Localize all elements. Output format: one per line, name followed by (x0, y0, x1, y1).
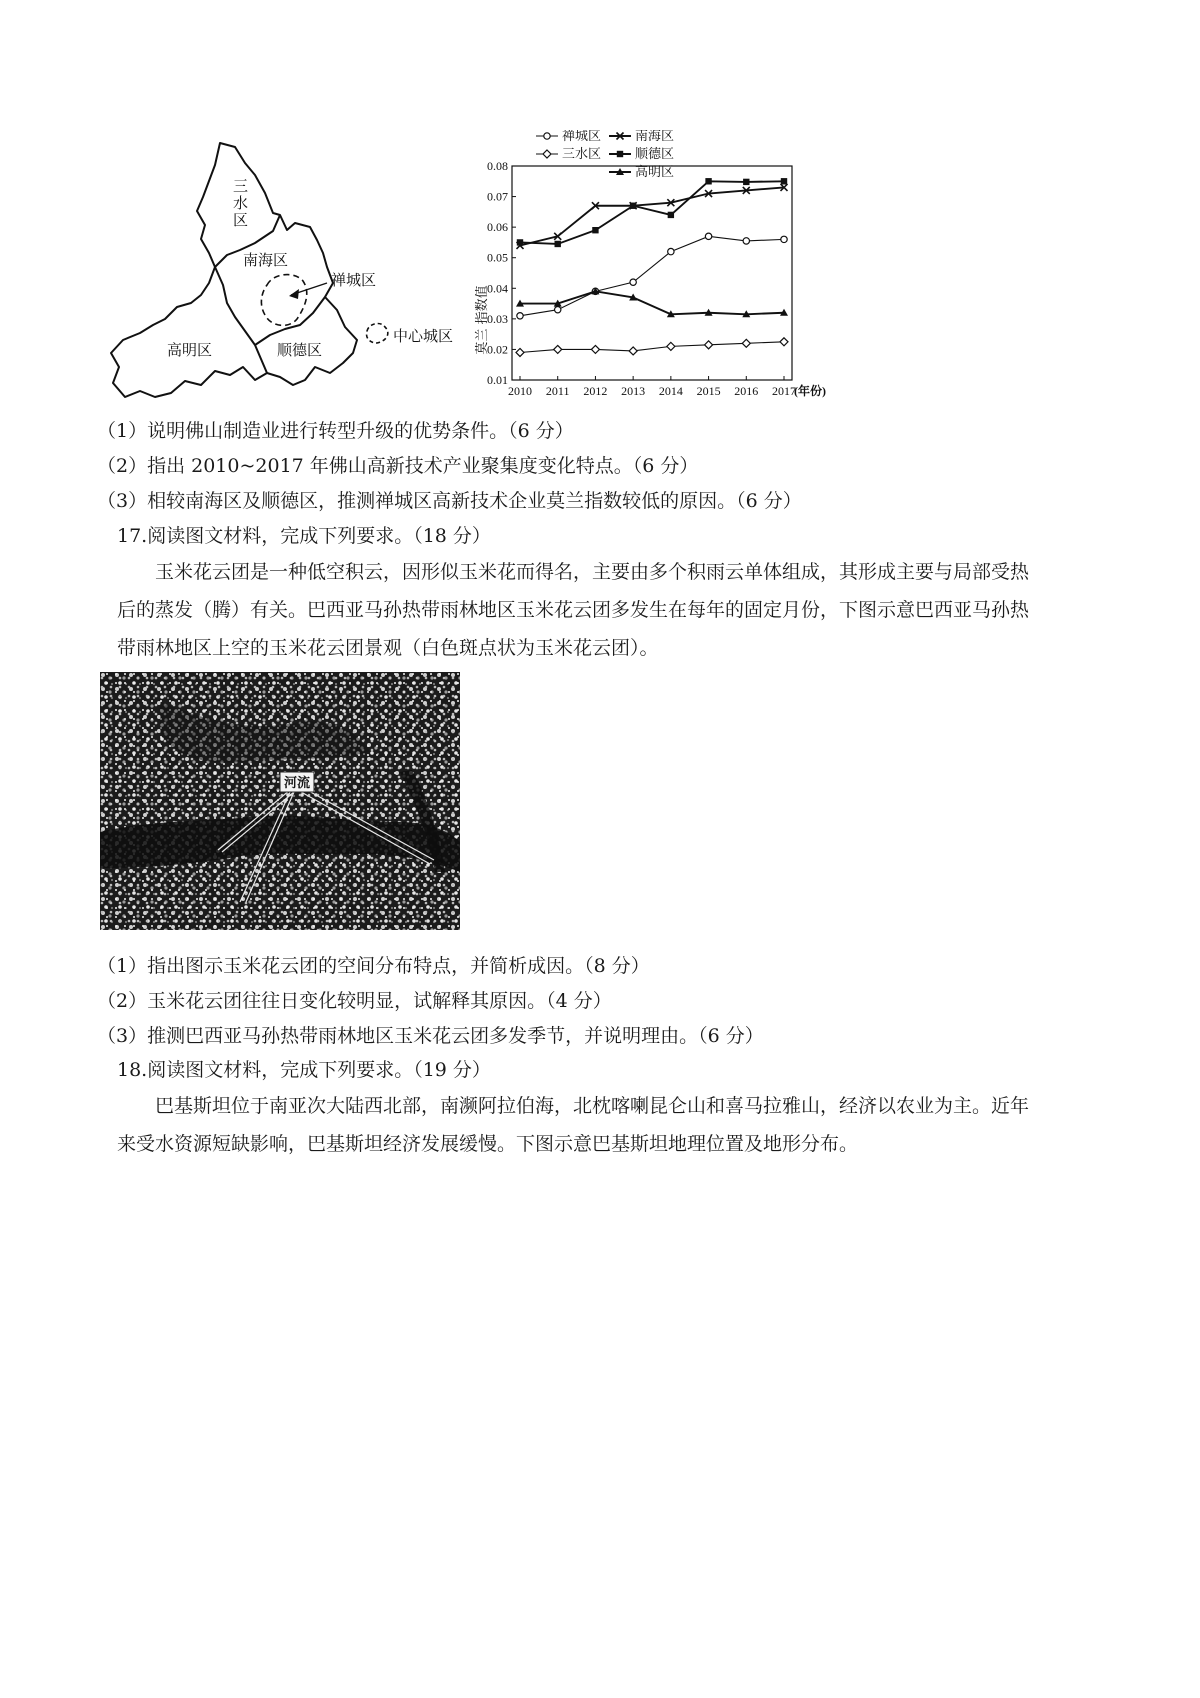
q17-item-3: （3）推测巴西亚马孙热带雨林地区玉米花云团多发季节，并说明理由。（6 分） (97, 1025, 764, 1047)
chart-legend-label: 三水区 (562, 147, 602, 162)
q16-item-2: （2）指出 2010~2017 年佛山高新技术产业聚集度变化特点。（6 分） (97, 455, 699, 477)
moran-index-line-chart (470, 130, 910, 410)
chart-data-point (630, 203, 636, 209)
chart-data-point (667, 342, 675, 350)
chart-series-2 (516, 338, 788, 357)
chart-legend-marker (617, 151, 623, 157)
foshan-district-map (105, 135, 475, 405)
chart-y-tick-label: 0.03 (487, 311, 508, 326)
map-label-chancheng: 禅城区 (331, 271, 377, 289)
chart-data-point (742, 339, 750, 347)
chart-legend-item (609, 147, 674, 162)
map-label-shunde: 顺德区 (277, 341, 323, 359)
chart-legend-item (536, 146, 601, 162)
q17-heading: 17.阅读图文材料，完成下列要求。（18 分） (117, 525, 491, 547)
map-label-nanhai: 南海区 (243, 251, 289, 269)
q17-item-1: （1）指出图示玉米花云团的空间分布特点，并简析成因。（8 分） (97, 955, 650, 977)
q16-item-1: （1）说明佛山制造业进行转型升级的优势条件。（6 分） (97, 420, 574, 442)
chart-y-axis-title: 莫兰 指数值 (475, 285, 490, 355)
chart-legend-item (609, 130, 674, 144)
chart-data-point (780, 338, 788, 346)
chart-data-point (781, 178, 787, 184)
chart-y-tick-label: 0.05 (487, 250, 508, 265)
q17-paragraph: 玉米花云团是一种低空积云，因形似玉米花而得名，主要由多个积雨云单体组成，其形成主要与局部受热后的蒸发（腾）有关。巴西亚马孙热带雨林地区玉米花云团多发生在每年的固定月份，下图示意巴西亚马孙热带雨林地区上空的玉米花云团景观（白色斑点状为玉米花云团）。 (117, 561, 1030, 659)
q16-item-3: （3）相较南海区及顺德区，推测禅城区高新技术企业莫兰指数较低的原因。（6 分） (97, 490, 802, 512)
popcorn-cloud-photo (100, 672, 460, 930)
chart-x-axis-title: (年份) (794, 384, 826, 398)
chart-data-point (555, 241, 561, 247)
chart-data-point (591, 345, 599, 353)
chart-legend (536, 130, 674, 180)
chart-data-point (555, 306, 561, 312)
chart-series-line (520, 187, 784, 245)
map-label-sanshui: 三 水 区 (233, 177, 249, 229)
chart-axes (487, 159, 826, 398)
chart-data-point (705, 341, 713, 349)
map-label-center-city: 中心城区 (393, 327, 454, 345)
chart-data-point (516, 348, 524, 356)
chart-legend-marker (543, 150, 551, 158)
chart-plot-frame (512, 166, 792, 380)
chart-data-point (743, 238, 749, 244)
chart-x-tick-label: 2015 (696, 384, 721, 398)
chart-data-point (517, 239, 523, 245)
chart-legend-item (536, 130, 601, 144)
map-label-gaoming: 高明区 (167, 341, 213, 359)
chart-x-tick-label: 2012 (583, 384, 608, 398)
chart-x-tick-label: 2016 (734, 384, 759, 398)
chart-data-point (629, 347, 637, 355)
chart-data-point (668, 248, 674, 254)
chart-data-point (517, 313, 523, 319)
chart-x-tick-label: 2011 (545, 384, 570, 398)
q18-paragraph: 巴基斯坦位于南亚次大陆西北部，南濒阿拉伯海，北枕喀喇昆仑山和喜马拉雅山，经济以农业为主。近年来受水资源短缺影响，巴基斯坦经济发展缓慢。下图示意巴基斯坦地理位置及地形分布。 (117, 1095, 1030, 1155)
chart-series-group (516, 178, 788, 356)
chart-x-tick-label: 2010 (508, 384, 532, 398)
chart-legend-label: 顺德区 (635, 147, 675, 162)
chart-data-point (781, 236, 787, 242)
chart-data-point (592, 227, 598, 233)
chart-data-point (554, 345, 562, 353)
chart-legend-label: 高明区 (635, 165, 675, 180)
chart-x-tick-label: 2014 (658, 384, 683, 398)
chart-data-point (630, 279, 636, 285)
map-center-city-symbol (366, 324, 387, 343)
chart-data-point (743, 179, 749, 185)
chart-legend-label: 禅城区 (562, 130, 602, 144)
q17-item-2: （2）玉米花云团往往日变化较明显，试解释其原因。（4 分） (97, 990, 612, 1012)
chart-x-tick-label: 2017 (772, 384, 796, 398)
chart-legend-label: 南海区 (635, 130, 675, 144)
chart-y-tick-label: 0.01 (487, 373, 508, 387)
chart-legend-marker (544, 133, 550, 139)
map-border-gaoming-nanhai (215, 267, 267, 373)
map-border-shunde-nanhai (255, 297, 325, 345)
chart-y-tick-label: 0.06 (487, 220, 508, 235)
chart-data-point (668, 212, 674, 218)
photo-river-label: 河流 (283, 776, 311, 791)
chart-x-tick-label: 2013 (621, 384, 646, 398)
q18-heading: 18.阅读图文材料，完成下列要求。（19 分） (117, 1059, 491, 1081)
chart-y-tick-label: 0.04 (487, 281, 508, 296)
map-chancheng-boundary (261, 275, 306, 326)
chart-y-tick-label: 0.08 (487, 159, 508, 173)
chart-data-point (705, 233, 711, 239)
chart-y-tick-label: 0.02 (487, 342, 508, 357)
chart-data-point (705, 178, 711, 184)
map-arrowhead-icon (289, 289, 299, 299)
chart-y-tick-label: 0.07 (487, 189, 508, 204)
